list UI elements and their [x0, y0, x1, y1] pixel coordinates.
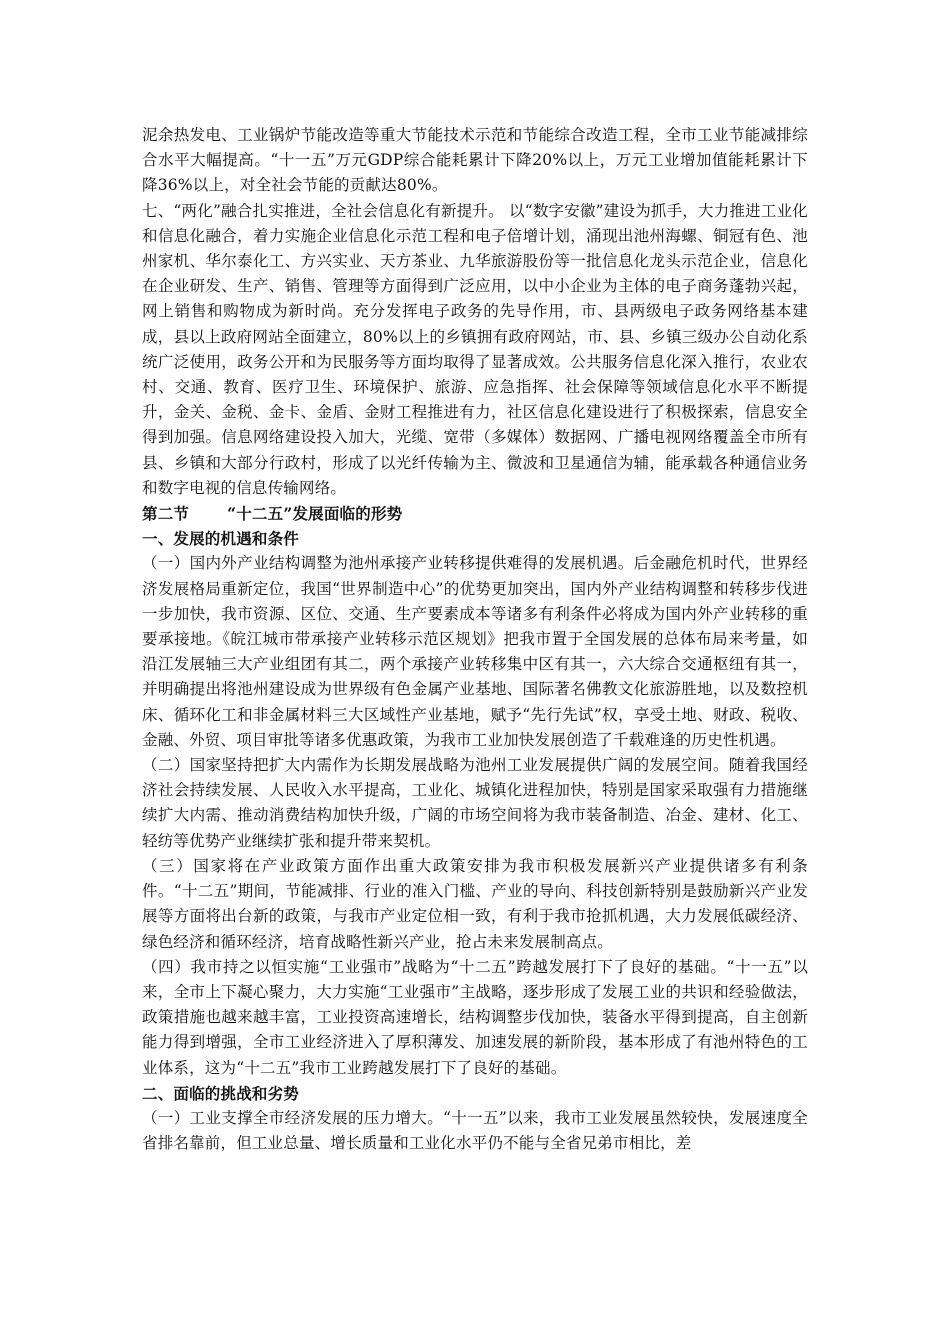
subheading-opportunities: 一、发展的机遇和条件	[142, 529, 300, 549]
section-title: “十二五”发展面临的形势	[227, 504, 403, 524]
paragraph-opportunity-1: （一）国内外产业结构调整为池州承接产业转移提供难得的发展机遇。后金融危机时代，世界经济发展格局重新定位，我国“世界制造中心”的优势更加突出，国内外产业结构调整和转移步伐进一步加快，我市资源、区位、交通、生产要素成本等诸多有利条件必将成为国内外产业转移的重要承接地。《皖江城市带承接产业转移示范区规划》把我市置于全国发展的总体布局来考量，如沿江发展轴三大产业组团有其二，两个承接产业转移集中区有其一，六大综合交通枢纽有其一，并明确提出将池州建设成为世界级有色金属产业基地、国际著名佛教文化旅游胜地，以及数控机床、循环化工和非金属材料三大区域性产业基地，赋予“先行先试”权，享受土地、财政、税收、金融、外贸、项目审批等诸多优惠政策，为我市工业加快发展创造了千载难逢的历史性机遇。	[142, 554, 808, 749]
paragraph-informatization: 七、“两化”融合扎实推进，全社会信息化有新提升。 以“数字安徽”建设为抓手，大力推进工业化和信息化融合，着力实施企业信息化示范工程和电子倍增计划，涌现出池州海螺、铜冠有色、池州家机、华尔泰化工、方兴实业、天方茶业、九华旅游股份等一批信息化龙头示范企业，信息化在企业研发、生产、销售、管理等方面得到广泛应用，以中小企业为主体的电子商务蓬勃兴起，网上销售和购物成为新时尚。充分发挥电子政务的先导作用，市、县两级电子政务网络基本建成，县以上政府网站全面建立，80%以上的乡镇拥有政府网站，市、县、乡镇三级办公自动化系统广泛使用，政务公开和为民服务等方面均取得了显著成效。公共服务信息化深入推行，农业农村、交通、教育、医疗卫生、环境保护、旅游、应急指挥、社会保障等领域信息化水平不断提升，金关、金税、金卡、金盾、金财工程推进有力，社区信息化建设进行了积极探索，信息安全得到加强。信息网络建设投入加大，光缆、宽带（多媒体）数据网、广播电视网络覆盖全市所有县、乡镇和大部分行政村，形成了以光纤传输为主、微波和卫星通信为辅，能承载各种通信业务和数字电视的信息传输网络。	[142, 201, 808, 497]
section-label: 第二节	[142, 504, 190, 524]
paragraph-opportunity-4: （四）我市持之以恒实施“工业强市”战略为“十二五”跨越发展打下了良好的基础。“十一五”以来，全市上下凝心聚力，大力实施“工业强市”主战略，逐步形成了发展工业的共识和经验做法，政策措施也越来越丰富，工业投资高速增长，结构调整步伐加快，装备水平得到提高，自主创新能力得到增强，全市工业经济进入了厚积薄发、加速发展的新阶段，基本形成了有池州特色的工业体系，这为“十二五”我市工业跨越发展打下了良好的基础。	[142, 957, 808, 1077]
paragraph-energy-saving: 泥余热发电、工业锅炉节能改造等重大节能技术示范和节能综合改造工程，全市工业节能减排综合水平大幅提高。“十一五”万元GDP综合能耗累计下降20%以上，万元工业增加值能耗累计下降36%以上，对全社会节能的贡献达80%。	[142, 126, 808, 195]
section-heading	[142, 501, 808, 526]
paragraph-opportunity-2: （二）国家坚持把扩大内需作为长期发展战略为池州工业发展提供广阔的发展空间。随着我国经济社会持续发展、人民收入水平提高，工业化、城镇化进程加快，特别是国家采取强有力措施继续扩大内需、推动消费结构加快升级，广阔的市场空间将为我市装备制造、冶金、建材、化工、轻纺等优势产业继续扩张和提升带来契机。	[142, 756, 808, 850]
paragraph-opportunity-3: （三）国家将在产业政策方面作出重大政策安排为我市积极发展新兴产业提供诸多有利条件。“十二五”期间，节能减排、行业的准入门槛、产业的导向、科技创新特别是鼓励新兴产业发展等方面将出台新的政策，与我市产业定位相一致，有利于我市抢抓机遇，大力发展低碳经济、绿色经济和循环经济，培育战略性新兴产业，抢占未来发展制高点。	[142, 856, 808, 951]
subheading-challenges: 二、面临的挑战和劣势	[142, 1083, 300, 1103]
paragraph-challenge-1: （一）工业支撑全市经济发展的压力增大。“十一五”以来，我市工业发展虽然较快，发展速度全省排名靠前，但工业总量、增长质量和工业化水平仍不能与全省兄弟市相比，差	[142, 1108, 808, 1153]
document-page	[142, 123, 808, 1156]
